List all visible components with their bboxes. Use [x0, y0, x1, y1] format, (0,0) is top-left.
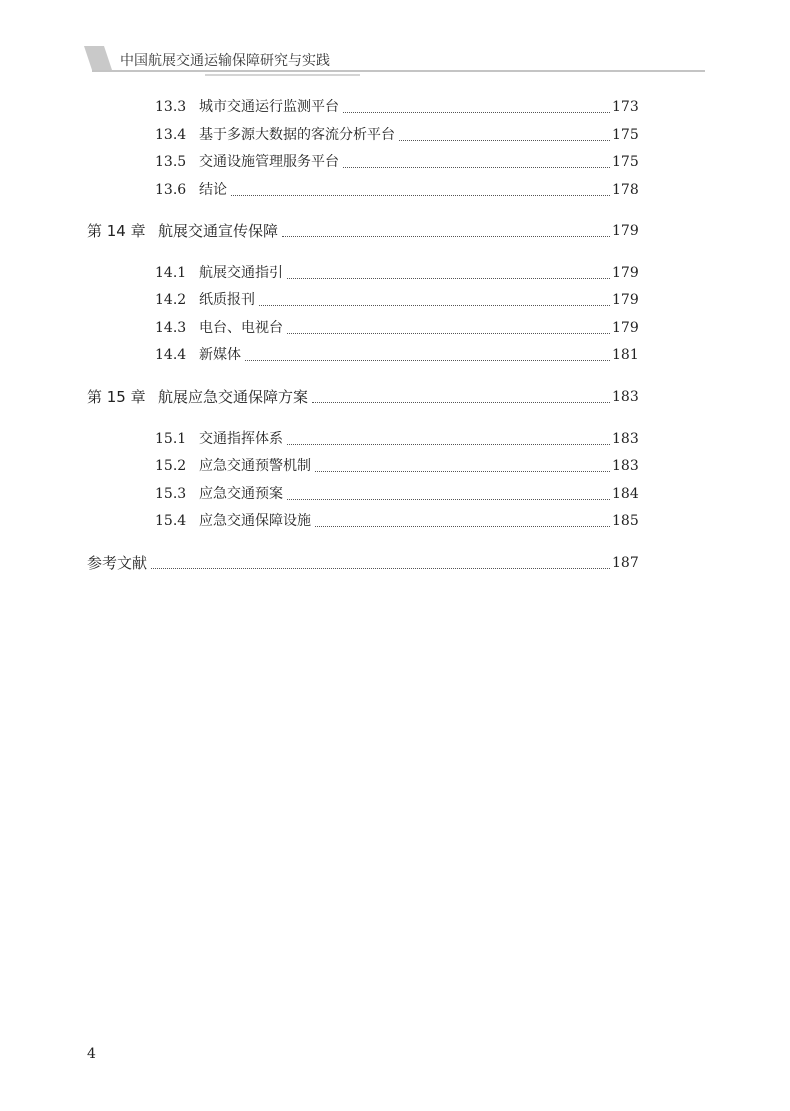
toc-entry-title: 应急交通保障设施 [199, 513, 311, 529]
toc-chapter-entry[interactable] [0, 386, 790, 408]
toc-entry-page: 179 [612, 265, 639, 281]
toc-section-entry[interactable] [0, 483, 790, 505]
toc-entry-title: 新媒体 [199, 347, 241, 363]
toc-entry-number: 15.1 [155, 431, 187, 447]
toc-entry-number: 第 15 章 [87, 388, 146, 406]
toc-entry-page: 173 [612, 99, 639, 115]
wing-logo-icon [84, 46, 112, 70]
toc-leader-dots [399, 118, 610, 141]
toc-section-entry[interactable] [0, 289, 790, 311]
toc-entry-number: 第 14 章 [87, 222, 146, 240]
toc-leader-dots [287, 256, 610, 279]
toc-entry-number: 13.5 [155, 154, 187, 170]
toc-leader-dots [282, 214, 610, 237]
toc-chapter-entry[interactable] [0, 220, 790, 242]
toc-entry-number: 13.6 [155, 182, 187, 198]
toc-entry-number: 15.2 [155, 458, 187, 474]
toc-entry-page: 178 [612, 182, 639, 198]
toc-entry-number: 15.3 [155, 486, 187, 502]
toc-section-entry[interactable] [0, 317, 790, 339]
toc-section-entry[interactable] [0, 428, 790, 450]
toc-entry-page: 187 [612, 555, 639, 571]
toc-entry-number: 14.2 [155, 292, 187, 308]
toc-entry-title: 电台、电视台 [199, 320, 283, 336]
toc-entry-title: 航展交通指引 [199, 265, 283, 281]
toc-section-entry[interactable] [0, 124, 790, 146]
toc-entry-title: 结论 [199, 182, 227, 198]
toc-entry-number: 13.4 [155, 127, 187, 143]
toc-section-entry[interactable] [0, 455, 790, 477]
toc-leader-dots [315, 504, 610, 527]
header-decoration [0, 0, 790, 80]
toc-entry-page: 183 [612, 458, 639, 474]
toc-leader-dots [287, 311, 610, 334]
toc-leader-dots [315, 449, 610, 472]
toc-entry-title: 航展应急交通保障方案 [158, 388, 309, 406]
toc-entry-title: 城市交通运行监测平台 [199, 99, 339, 115]
toc-leader-dots [151, 546, 610, 569]
toc-leader-dots [287, 477, 610, 500]
toc-entry-title: 交通指挥体系 [199, 431, 283, 447]
toc-leader-dots [343, 145, 610, 168]
toc-entry-title: 应急交通预警机制 [199, 458, 311, 474]
toc-section-entry[interactable] [0, 262, 790, 284]
toc-leader-dots [245, 338, 610, 361]
toc-entry-page: 184 [612, 486, 639, 502]
toc-entry-title: 纸质报刊 [199, 292, 255, 308]
toc-section-entry[interactable] [0, 179, 790, 201]
toc-entry-title: 航展交通宣传保障 [158, 222, 279, 240]
toc-entry-page: 185 [612, 513, 639, 529]
toc-leader-dots [343, 90, 610, 113]
toc-entry-page: 179 [612, 292, 639, 308]
toc-section-entry[interactable] [0, 96, 790, 118]
toc-leader-dots [259, 283, 610, 306]
toc-entry-page: 179 [612, 223, 639, 239]
toc-entry-title: 参考文献 [87, 554, 148, 572]
toc-entry-page: 175 [612, 127, 639, 143]
toc-entry-page: 175 [612, 154, 639, 170]
toc-entry-page: 181 [612, 347, 639, 363]
toc-entry-number: 13.3 [155, 99, 187, 115]
toc-entry-page: 183 [612, 431, 639, 447]
toc-entry-title: 应急交通预案 [199, 486, 283, 502]
toc-leader-dots [231, 173, 610, 196]
toc-section-entry[interactable] [0, 151, 790, 173]
toc-section-entry[interactable] [0, 510, 790, 532]
toc-section-entry[interactable] [0, 344, 790, 366]
toc-entry-title: 交通设施管理服务平台 [199, 154, 339, 170]
toc-leader-dots [287, 422, 610, 445]
page-number: 4 [87, 1046, 96, 1062]
toc-entry-number: 15.4 [155, 513, 187, 529]
toc-leader-dots [312, 380, 610, 403]
toc-entry-number: 14.1 [155, 265, 187, 281]
book-title: 中国航展交通运输保障研究与实践 [120, 53, 330, 69]
toc-entry-title: 基于多源大数据的客流分析平台 [199, 127, 395, 143]
running-header [0, 0, 790, 80]
toc-entry-number: 14.3 [155, 320, 187, 336]
toc-entry-page: 179 [612, 320, 639, 336]
toc-entry-number: 14.4 [155, 347, 187, 363]
toc-chapter-entry[interactable] [0, 552, 790, 574]
toc-entry-page: 183 [612, 389, 639, 405]
